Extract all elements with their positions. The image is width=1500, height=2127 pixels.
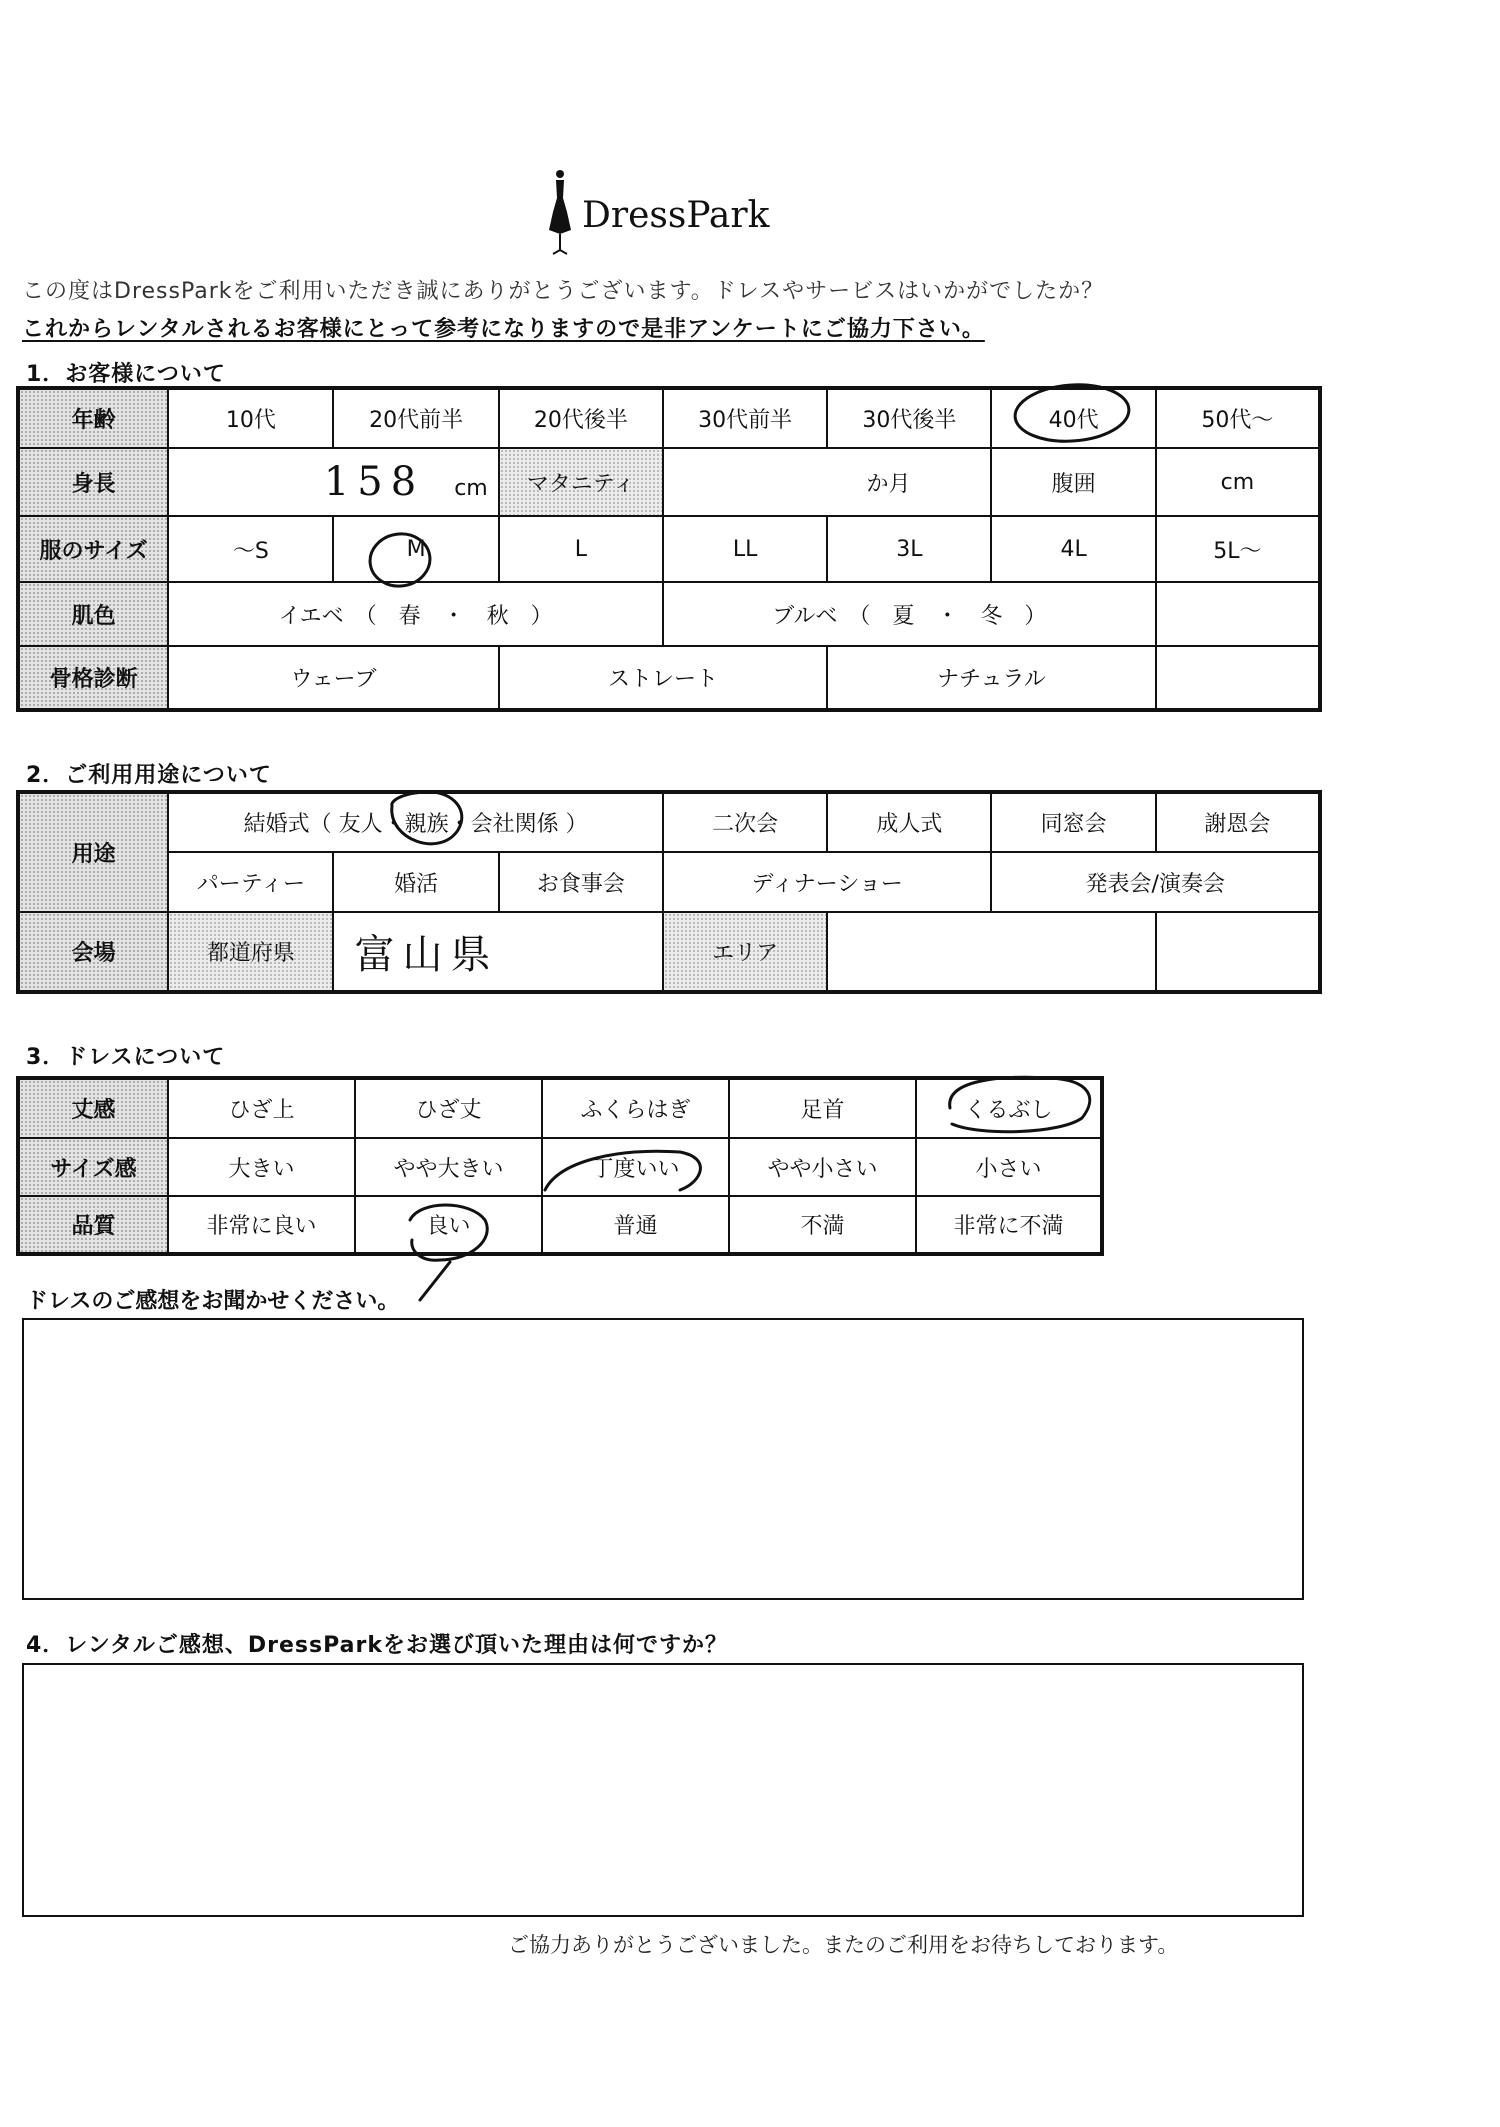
section2-title: 2．ご利用用途について <box>26 763 272 788</box>
length-option[interactable]: 足首 <box>729 1078 916 1138</box>
section4-title: 4．レンタルご感想、DressParkをお選び頂いた理由は何ですか？ <box>26 1633 728 1658</box>
purpose-option[interactable]: ディナーショー <box>663 852 992 912</box>
dress-comment-prompt: ドレスのご感想をお聞かせください。 <box>26 1289 400 1314</box>
purpose-option[interactable]: 同窓会 <box>991 792 1155 852</box>
empty-cell <box>1156 646 1320 710</box>
area-label: エリア <box>663 912 827 992</box>
empty-cell <box>1156 912 1320 992</box>
empty-cell <box>1156 582 1320 646</box>
height-unit: cm <box>454 476 488 501</box>
section3-title: 3．ドレスについて <box>26 1045 226 1070</box>
fit-option[interactable]: やや大きい <box>355 1138 542 1196</box>
quality-option[interactable]: 非常に良い <box>168 1196 355 1254</box>
maternity-label: マタニティ <box>499 448 663 516</box>
height-field[interactable] <box>168 448 499 516</box>
prefecture-label: 都道府県 <box>168 912 333 992</box>
quality-option[interactable]: 非常に不満 <box>916 1196 1102 1254</box>
fit-option[interactable]: 大きい <box>168 1138 355 1196</box>
quality-option[interactable]: 不満 <box>729 1196 916 1254</box>
waist-field[interactable] <box>1156 448 1320 516</box>
prefecture-value: 富山県 <box>354 932 499 978</box>
quality-option-selected[interactable]: 良い <box>355 1196 542 1254</box>
intro-text: この度はDressParkをご利用いただき誠にありがとうございます。ドレスやサービスはいかがでしたか？ <box>22 279 1105 304</box>
waist-label: 腹囲 <box>991 448 1155 516</box>
dress-comment-box[interactable] <box>22 1318 1304 1600</box>
purpose-option[interactable]: 二次会 <box>663 792 827 852</box>
age-label: 年齢 <box>18 388 168 448</box>
purpose-label: 用途 <box>18 792 168 912</box>
age-option[interactable]: 30代後半 <box>827 388 991 448</box>
size-label: 服のサイズ <box>18 516 168 582</box>
purpose-option-wedding[interactable]: 結婚式（ 友人・親族・会社関係 ） <box>168 792 663 852</box>
length-option[interactable]: ひざ上 <box>168 1078 355 1138</box>
maternity-field[interactable] <box>663 448 992 516</box>
fit-label: サイズ感 <box>18 1138 168 1196</box>
size-option-selected[interactable]: M <box>333 516 498 582</box>
dress-table <box>16 1076 1104 1256</box>
skin-yellow-option[interactable]: イエベ （ 春 ・ 秋 ） <box>168 582 663 646</box>
prefecture-field[interactable] <box>333 912 663 992</box>
customer-table <box>16 386 1322 712</box>
length-option[interactable]: ひざ丈 <box>355 1078 542 1138</box>
purpose-option[interactable]: 婚活 <box>333 852 498 912</box>
intro-request: これからレンタルされるお客様にとって参考になりますので是非アンケートにご協力下さい。 <box>22 317 985 342</box>
fit-option[interactable]: 小さい <box>916 1138 1102 1196</box>
footer-thanks: ご協力ありがとうございました。またのご利用をお待ちしております。 <box>508 1933 1179 1957</box>
height-label: 身長 <box>18 448 168 516</box>
frame-label: 骨格診断 <box>18 646 168 710</box>
area-field[interactable] <box>827 912 1156 992</box>
maternity-unit: か月 <box>866 471 911 497</box>
dress-icon <box>545 168 575 258</box>
age-option[interactable]: 30代前半 <box>663 388 827 448</box>
size-option[interactable]: L <box>499 516 663 582</box>
quality-label: 品質 <box>18 1196 168 1254</box>
height-value: 158 <box>323 459 425 505</box>
age-option[interactable]: 20代後半 <box>499 388 663 448</box>
waist-unit: cm <box>1220 469 1255 495</box>
size-option[interactable]: LL <box>663 516 827 582</box>
size-option[interactable]: 4L <box>991 516 1155 582</box>
age-option[interactable]: 10代 <box>168 388 333 448</box>
frame-option[interactable]: ストレート <box>499 646 828 710</box>
fit-option[interactable]: やや小さい <box>729 1138 916 1196</box>
section1-title: 1．お客様について <box>26 362 226 387</box>
frame-option[interactable]: ウェーブ <box>168 646 499 710</box>
skin-label: 肌色 <box>18 582 168 646</box>
venue-label: 会場 <box>18 912 168 992</box>
age-option[interactable]: 20代前半 <box>333 388 498 448</box>
usage-table <box>16 790 1322 994</box>
age-option[interactable]: 50代～ <box>1156 388 1320 448</box>
brand-logo: DressPark <box>582 195 770 236</box>
purpose-option[interactable]: 成人式 <box>827 792 991 852</box>
length-option[interactable]: ふくらはぎ <box>542 1078 729 1138</box>
skin-blue-option[interactable]: ブルベ （ 夏 ・ 冬 ） <box>663 582 1156 646</box>
purpose-option[interactable]: 謝恩会 <box>1156 792 1320 852</box>
purpose-option[interactable]: パーティー <box>168 852 333 912</box>
size-option[interactable]: ～S <box>168 516 333 582</box>
size-option[interactable]: 5L～ <box>1156 516 1320 582</box>
size-option[interactable]: 3L <box>827 516 991 582</box>
rental-comment-box[interactable] <box>22 1663 1304 1917</box>
purpose-option[interactable]: お食事会 <box>499 852 663 912</box>
frame-option[interactable]: ナチュラル <box>827 646 1156 710</box>
length-option-selected[interactable]: くるぶし <box>916 1078 1102 1138</box>
length-label: 丈感 <box>18 1078 168 1138</box>
fit-option-selected[interactable]: 丁度いい <box>542 1138 729 1196</box>
age-option-selected[interactable]: 40代 <box>991 388 1155 448</box>
purpose-option[interactable]: 発表会/演奏会 <box>991 852 1320 912</box>
quality-option[interactable]: 普通 <box>542 1196 729 1254</box>
